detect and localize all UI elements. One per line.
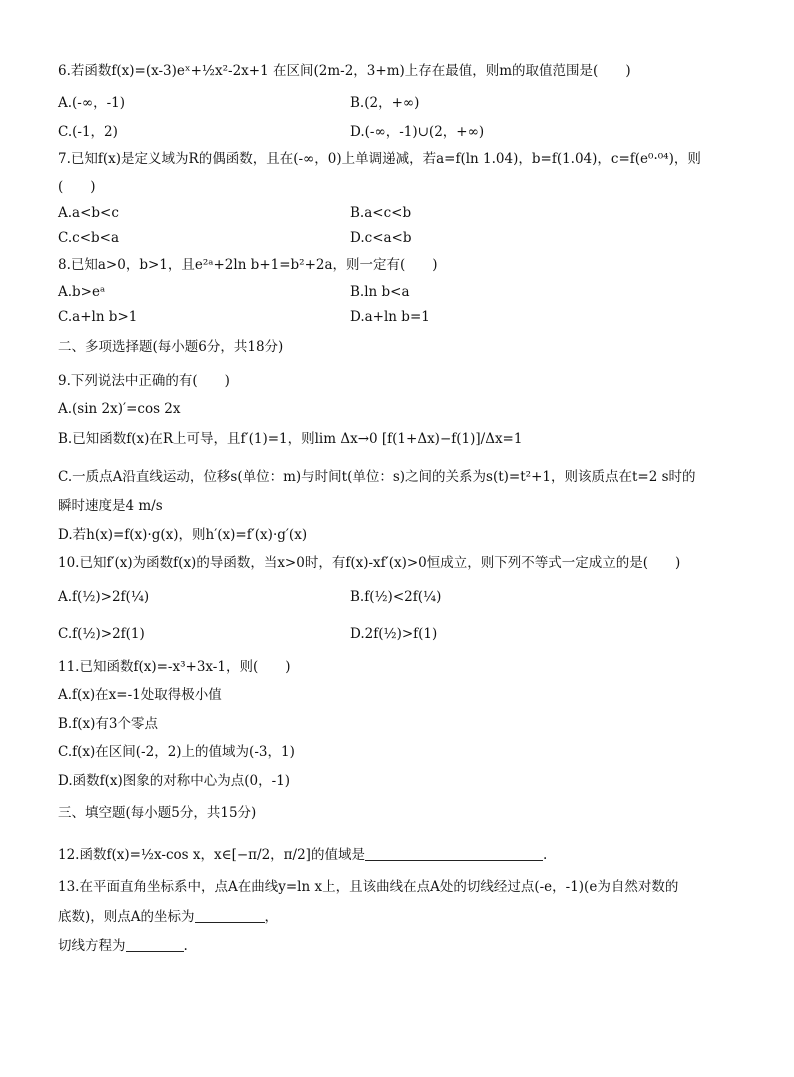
question-9-stem: 9.下列说法中正确的有( ) (58, 373, 230, 389)
question-13-line2-end: ， (264, 909, 279, 925)
question-7-paren: ( ) (58, 179, 96, 195)
answer-blank (126, 937, 184, 952)
q10-option-b: B.f(½)<2f(¼) (350, 589, 442, 605)
q8-option-d: D.a+ln b=1 (350, 309, 430, 325)
q8-option-a: A.b>eᵃ (58, 284, 106, 300)
section-2-heading: 二、多项选择题(每小题6分，共18分) (58, 339, 284, 355)
q9-option-c-line1: C.一质点A沿直线运动，位移s(单位：m)与时间t(单位：s)之间的关系为s(t)=t²+1，则该质点在t=2 s时的 (58, 469, 696, 485)
question-13-line2 (58, 908, 278, 926)
q10-option-a: A.f(½)>2f(¼) (58, 589, 150, 605)
question-13-line1: 13.在平面直角坐标系中，点A在曲线y=ln x上，且该曲线在点A处的切线经过点(-e，-1)(e为自然对数的 (58, 879, 679, 895)
q11-option-d: D.函数f(x)图象的对称中心为点(0，-1) (58, 773, 291, 789)
q7-option-b: B.a<c<b (350, 205, 412, 221)
question-12-end: . (542, 847, 548, 863)
answer-blank (195, 908, 265, 923)
q10-option-d: D.2f(½)>f(1) (350, 626, 438, 642)
q7-option-c: C.c<b<a (58, 230, 120, 246)
q11-option-b: B.f(x)有3个零点 (58, 716, 158, 732)
q7-option-a: A.a<b<c (58, 205, 119, 221)
q6-option-a: A.(-∞，-1) (58, 95, 126, 111)
question-8-stem: 8.已知a>0，b>1，且e²ᵃ+2ln b+1=b²+2a，则一定有( ) (58, 257, 438, 273)
q8-option-c: C.a+ln b>1 (58, 309, 138, 325)
q11-option-a: A.f(x)在x=-1处取得极小值 (58, 687, 222, 703)
q6-option-d: D.(-∞，-1)∪(2，+∞) (350, 124, 485, 140)
question-13-line3-end: . (183, 938, 188, 954)
answer-blank (365, 846, 543, 861)
q10-option-c: C.f(½)>2f(1) (58, 626, 145, 642)
q9-option-b: B.已知函数f(x)在R上可导，且f′(1)=1，则lim Δx→0 [f(1+Δx)−f(1)]/Δx=1 (58, 431, 523, 447)
question-13-line2-text: 底数)，则点A的坐标为 (58, 909, 195, 925)
q9-option-c-line2: 瞬时速度是4 m/s (58, 498, 163, 514)
q9-option-d: D.若h(x)=f(x)·g(x)，则h′(x)=f′(x)·g′(x) (58, 527, 308, 543)
question-6-stem: 6.若函数f(x)=(x-3)eˣ+½x²-2x+1 在区间(2m-2，3+m)上存在最值，则m的取值范围是( ) (58, 63, 631, 79)
question-13-line3 (58, 937, 188, 955)
question-11-stem: 11.已知函数f(x)=-x³+3x-1，则( ) (58, 659, 291, 675)
question-12-stem: 12.函数f(x)=½x-cos x，x∈[−π/2，π/2]的值域是 (58, 847, 365, 863)
q9-option-a: A.(sin 2x)′=cos 2x (58, 401, 181, 417)
q7-option-d: D.c<a<b (350, 230, 412, 246)
question-10-stem: 10.已知f′(x)为函数f(x)的导函数，当x>0时，有f(x)-xf′(x)>0恒成立，则下列不等式一定成立的是( ) (58, 555, 681, 571)
question-13-line3-text: 切线方程为 (58, 938, 126, 954)
section-3-heading: 三、填空题(每小题5分，共15分) (58, 805, 257, 821)
q6-option-b: B.(2，+∞) (350, 95, 420, 111)
question-12 (58, 846, 547, 864)
q6-option-c: C.(-1，2) (58, 124, 118, 140)
q11-option-c: C.f(x)在区间(-2，2)上的值域为(-3，1) (58, 744, 295, 760)
q8-option-b: B.ln b<a (350, 284, 410, 300)
question-7-stem: 7.已知f(x)是定义域为R的偶函数，且在(-∞，0)上单调递减，若a=f(ln 1.04)，b=f(1.04)，c=f(e⁰·⁰⁴)，则 (58, 151, 701, 167)
